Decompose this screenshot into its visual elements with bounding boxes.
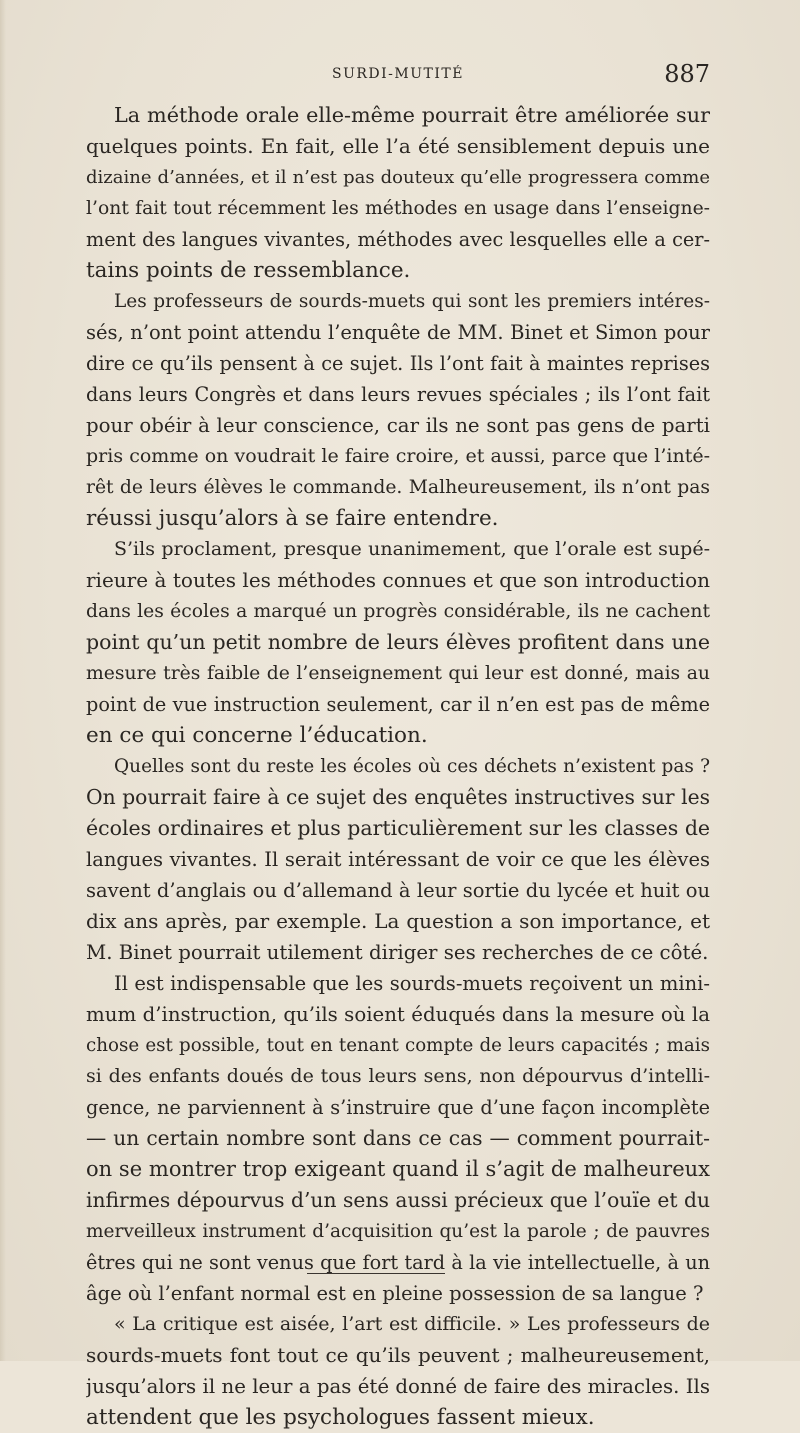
- text-line: chose est possible, tout en tenant compte de leurs capacités ; mais: [86, 1035, 710, 1056]
- text-line: dans les écoles a marqué un progrès considérable, ils ne cachent: [86, 601, 710, 622]
- text-line: rieure à toutes les méthodes connues et que son introduction: [86, 568, 710, 592]
- text-line: Quelles sont du reste les écoles où ces déchets n’existent pas ?: [114, 756, 710, 777]
- text-line: infirmes dépourvus d’un sens aussi précieux que l’ouïe et du: [86, 1188, 710, 1212]
- text-line: si des enfants doués de tous leurs sens, non dépourvus d’intelli-: [86, 1065, 710, 1087]
- text-line: réussi jusqu’alors à se faire entendre.: [86, 506, 499, 531]
- text-line: langues vivantes. Il serait intéressant de voir ce que les élèves: [86, 848, 710, 871]
- text-line: savent d’anglais ou d’allemand à leur sortie du lycée et huit ou: [86, 879, 710, 902]
- text-line: âge où l’enfant normal est en pleine possession de sa langue ?: [86, 1282, 704, 1305]
- text-line: jusqu’alors il ne leur a pas été donné de faire des miracles. Ils: [86, 1375, 710, 1398]
- text-line: La méthode orale elle-même pourrait être améliorée sur: [114, 103, 710, 127]
- text-line: ment des langues vivantes, méthodes avec lesquelles elle a cer-: [86, 228, 710, 251]
- text-line: dans leurs Congrès et dans leurs revues spéciales ; ils l’ont fait: [86, 383, 710, 406]
- text-line: — un certain nombre sont dans ce cas — comment pourrait-: [86, 1126, 710, 1150]
- text-line: rêt de leurs élèves le commande. Malheureusement, ils n’ont pas: [86, 477, 710, 498]
- text-line: mum d’instruction, qu’ils soient éduqués dans la mesure où la: [86, 1003, 710, 1026]
- text-line: Il est indispensable que les sourds-muets reçoivent un mini-: [114, 972, 710, 995]
- text-line: dire ce qu’ils pensent à ce sujet. Ils l’ont fait à maintes reprises: [86, 352, 710, 375]
- text-line: tains points de ressemblance.: [86, 258, 411, 283]
- body-text: [86, 100, 710, 1433]
- text-line: dix ans après, par exemple. La question a son importance, et: [86, 909, 710, 933]
- text-line: point de vue instruction seulement, car il n’en est pas de même: [86, 693, 710, 716]
- text-line: êtres qui ne sont venus que fort tard à la vie intellectuelle, à un: [86, 1251, 710, 1274]
- text-line: pris comme on voudrait le faire croire, et aussi, parce que l’inté-: [86, 445, 710, 467]
- text-line: M. Binet pourrait utilement diriger ses recherches de ce côté.: [86, 941, 709, 964]
- text-line: dizaine d’années, et il n’est pas douteux qu’elle progressera comme: [86, 167, 710, 188]
- text-line: quelques points. En fait, elle l’a été sensiblement depuis une: [86, 134, 710, 158]
- text-line: attendent que les psychologues fassent mieux.: [86, 1405, 595, 1430]
- running-title: SURDI-MUTITÉ: [332, 66, 464, 82]
- text-line: S’ils proclament, presque unanimement, que l’orale est supé-: [114, 538, 710, 560]
- text-line: écoles ordinaires et plus particulièrement sur les classes de: [86, 816, 710, 840]
- text-line: mesure très faible de l’enseignement qui leur est donné, mais au: [86, 663, 710, 684]
- text-line: sourds-muets font tout ce qu’ils peuvent ; malheureusement,: [86, 1343, 710, 1367]
- text-line: en ce qui concerne l’éducation.: [86, 723, 428, 748]
- text-line: « La critique est aisée, l’art est difficile. » Les professeurs de: [114, 1313, 710, 1335]
- section-end-rule: [307, 1273, 445, 1274]
- text-line: sés, n’ont point attendu l’enquête de MM. Binet et Simon pour: [86, 321, 710, 344]
- text-line: merveilleux instrument d’acquisition qu’est la parole ; de pauvres: [86, 1221, 710, 1242]
- text-line: On pourrait faire à ce sujet des enquêtes instructives sur les: [86, 785, 710, 809]
- text-line: point qu’un petit nombre de leurs élèves profitent dans une: [86, 630, 710, 654]
- running-header: [86, 62, 710, 92]
- text-line: on se montrer trop exigeant quand il s’agit de malheureux: [86, 1157, 710, 1181]
- text-line: l’ont fait tout récemment les méthodes en usage dans l’enseigne-: [86, 198, 710, 219]
- page-number: 887: [664, 60, 710, 88]
- page-binding-edge: [0, 0, 6, 1361]
- text-line: Les professeurs de sourds-muets qui sont les premiers intéres-: [114, 291, 710, 312]
- text-line: pour obéir à leur conscience, car ils ne sont pas gens de parti: [86, 414, 710, 437]
- text-line: gence, ne parviennent à s’instruire que d’une façon incomplète: [86, 1096, 710, 1119]
